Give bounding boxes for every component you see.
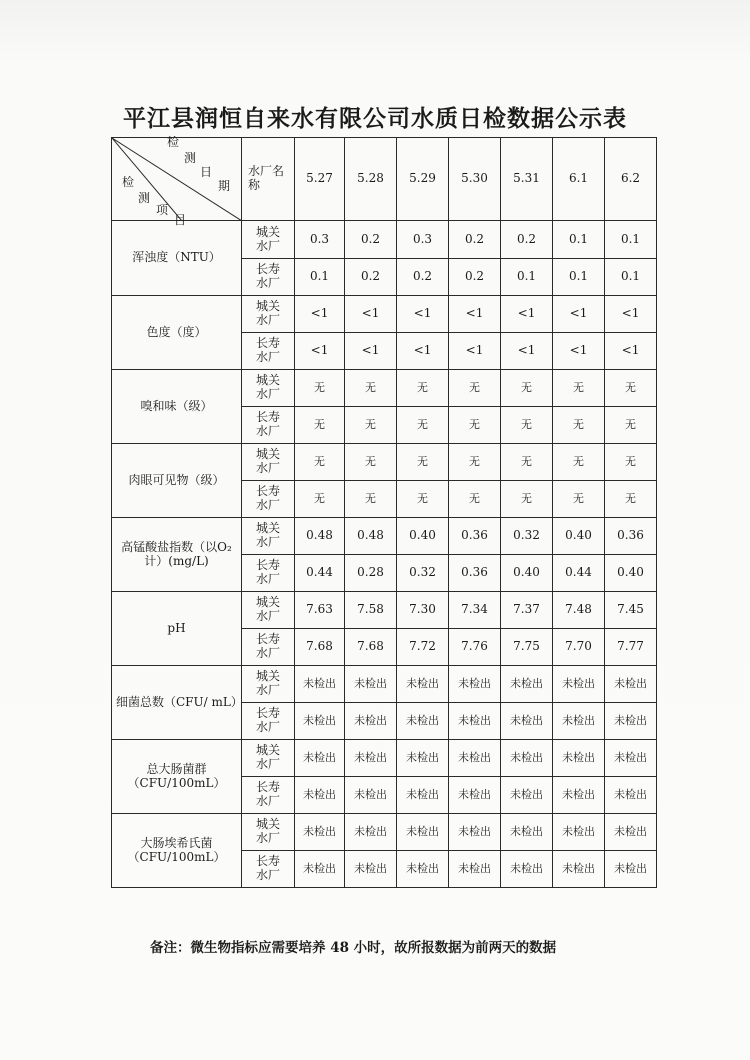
value-cell: 0.2: [449, 221, 501, 259]
value-cell: 未检出: [295, 777, 345, 814]
value-cell: 0.36: [449, 518, 501, 555]
table-row: [112, 296, 657, 333]
value-cell: 未检出: [605, 851, 657, 888]
value-cell: 无: [345, 370, 397, 407]
diagonal-header-cell: [112, 135, 242, 227]
indicator-name: 色度（度）: [112, 296, 242, 370]
value-cell: 无: [295, 481, 345, 518]
value-cell: 无: [345, 407, 397, 444]
value-cell: 0.48: [345, 518, 397, 555]
value-cell: 无: [397, 481, 449, 518]
date-header: 5.30: [449, 138, 501, 221]
value-cell: 未检出: [553, 777, 605, 814]
plant-name: 城关水厂: [242, 740, 295, 777]
value-cell: 无: [605, 481, 657, 518]
indicator-name: 高锰酸盐指数（以O₂计）(mg/L): [112, 518, 242, 592]
indicator-name: pH: [112, 592, 242, 666]
plant-name: 长寿水厂: [242, 259, 295, 296]
plant-name: 城关水厂: [242, 592, 295, 629]
value-cell: 0.1: [605, 259, 657, 296]
date-header: 6.1: [553, 138, 605, 221]
value-cell: 7.45: [605, 592, 657, 629]
value-cell: 0.48: [295, 518, 345, 555]
value-cell: 无: [345, 481, 397, 518]
value-cell: <1: [605, 296, 657, 333]
plant-name: 城关水厂: [242, 814, 295, 851]
value-cell: 0.2: [345, 259, 397, 296]
value-cell: 7.48: [553, 592, 605, 629]
diagonal-label-char: 检: [167, 135, 180, 149]
value-cell: 未检出: [397, 814, 449, 851]
value-cell: 0.40: [553, 518, 605, 555]
value-cell: 7.77: [605, 629, 657, 666]
plant-name: 长寿水厂: [242, 481, 295, 518]
value-cell: 未检出: [553, 851, 605, 888]
value-cell: 7.63: [295, 592, 345, 629]
table-row: [112, 814, 657, 851]
value-cell: 无: [553, 444, 605, 481]
value-cell: 未检出: [295, 703, 345, 740]
value-cell: <1: [605, 333, 657, 370]
plant-name: 长寿水厂: [242, 333, 295, 370]
value-cell: 0.2: [501, 221, 553, 259]
value-cell: 未检出: [605, 777, 657, 814]
table-row: [112, 370, 657, 407]
page-title: 平江县润恒自来水有限公司水质日检数据公示表: [123, 105, 627, 132]
diagonal-label-char: 测: [184, 151, 197, 165]
value-cell: <1: [397, 333, 449, 370]
value-cell: <1: [553, 333, 605, 370]
value-cell: 无: [449, 481, 501, 518]
value-cell: 0.36: [605, 518, 657, 555]
value-cell: 未检出: [345, 703, 397, 740]
value-cell: 未检出: [605, 814, 657, 851]
value-cell: 7.68: [345, 629, 397, 666]
value-cell: 未检出: [553, 814, 605, 851]
value-cell: 未检出: [295, 814, 345, 851]
indicator-name: 细菌总数（CFU/ mL）: [112, 666, 242, 740]
value-cell: 7.68: [295, 629, 345, 666]
value-cell: 未检出: [345, 851, 397, 888]
diagonal-label-char: 期: [218, 179, 231, 193]
value-cell: <1: [501, 333, 553, 370]
value-cell: 未检出: [295, 851, 345, 888]
value-cell: 7.76: [449, 629, 501, 666]
plant-name: 城关水厂: [242, 296, 295, 333]
value-cell: 无: [449, 444, 501, 481]
value-cell: 未检出: [397, 851, 449, 888]
value-cell: 7.30: [397, 592, 449, 629]
diagonal-label-char: 项: [156, 203, 169, 217]
indicator-name: 大肠埃希氏菌（CFU/100mL）: [112, 814, 242, 888]
value-cell: 无: [501, 370, 553, 407]
value-cell: 未检出: [501, 666, 553, 703]
value-cell: 未检出: [345, 777, 397, 814]
value-cell: <1: [449, 333, 501, 370]
value-cell: 0.40: [605, 555, 657, 592]
value-cell: 0.44: [553, 555, 605, 592]
plant-name: 长寿水厂: [242, 629, 295, 666]
value-cell: 未检出: [397, 740, 449, 777]
value-cell: 0.1: [605, 221, 657, 259]
plant-name: 城关水厂: [242, 444, 295, 481]
value-cell: 未检出: [295, 666, 345, 703]
value-cell: 7.58: [345, 592, 397, 629]
value-cell: 未检出: [449, 703, 501, 740]
value-cell: 未检出: [449, 777, 501, 814]
value-cell: <1: [295, 333, 345, 370]
value-cell: 未检出: [553, 666, 605, 703]
value-cell: 未检出: [501, 777, 553, 814]
value-cell: 0.1: [295, 259, 345, 296]
value-cell: 未检出: [501, 703, 553, 740]
plant-name: 长寿水厂: [242, 407, 295, 444]
value-cell: 未检出: [605, 666, 657, 703]
plant-name: 城关水厂: [242, 518, 295, 555]
diagonal-label-char: 检: [122, 175, 135, 189]
value-cell: 0.44: [295, 555, 345, 592]
value-cell: 无: [501, 481, 553, 518]
value-cell: 0.1: [553, 221, 605, 259]
value-cell: 未检出: [605, 703, 657, 740]
value-cell: 7.72: [397, 629, 449, 666]
value-cell: 未检出: [345, 814, 397, 851]
plant-name: 城关水厂: [242, 221, 295, 259]
value-cell: 未检出: [605, 740, 657, 777]
plant-name: 长寿水厂: [242, 703, 295, 740]
value-cell: 未检出: [449, 851, 501, 888]
value-cell: 0.32: [397, 555, 449, 592]
date-header: 6.2: [605, 138, 657, 221]
value-cell: 未检出: [295, 740, 345, 777]
value-cell: 未检出: [501, 851, 553, 888]
value-cell: 无: [449, 370, 501, 407]
value-cell: 0.3: [295, 221, 345, 259]
plant-name: 城关水厂: [242, 370, 295, 407]
value-cell: 7.70: [553, 629, 605, 666]
header-row: [112, 138, 657, 221]
value-cell: 无: [501, 407, 553, 444]
table-row: [112, 740, 657, 777]
value-cell: 0.2: [397, 259, 449, 296]
plant-name: 长寿水厂: [242, 851, 295, 888]
plant-name: 长寿水厂: [242, 777, 295, 814]
value-cell: 未检出: [345, 666, 397, 703]
value-cell: 无: [553, 481, 605, 518]
diagonal-label-char: 日: [200, 165, 213, 179]
value-cell: 无: [295, 370, 345, 407]
value-cell: 0.32: [501, 518, 553, 555]
diagonal-label-char: 目: [174, 213, 187, 227]
value-cell: 未检出: [449, 814, 501, 851]
value-cell: <1: [345, 333, 397, 370]
table-row: [112, 666, 657, 703]
date-header: 5.29: [397, 138, 449, 221]
value-cell: 无: [345, 444, 397, 481]
water-quality-table: [111, 137, 657, 888]
value-cell: 未检出: [397, 666, 449, 703]
value-cell: <1: [295, 296, 345, 333]
value-cell: 未检出: [397, 777, 449, 814]
value-cell: 未检出: [553, 740, 605, 777]
value-cell: 7.34: [449, 592, 501, 629]
value-cell: 0.28: [345, 555, 397, 592]
value-cell: <1: [501, 296, 553, 333]
value-cell: 无: [605, 370, 657, 407]
value-cell: 无: [449, 407, 501, 444]
value-cell: <1: [553, 296, 605, 333]
value-cell: 0.40: [397, 518, 449, 555]
value-cell: <1: [345, 296, 397, 333]
diagonal-label-char: 测: [138, 191, 151, 205]
value-cell: <1: [449, 296, 501, 333]
value-cell: 0.1: [501, 259, 553, 296]
value-cell: 未检出: [449, 740, 501, 777]
date-header: 5.31: [501, 138, 553, 221]
value-cell: 无: [295, 444, 345, 481]
date-header: 5.27: [295, 138, 345, 221]
value-cell: 0.36: [449, 555, 501, 592]
table-row: [112, 444, 657, 481]
value-cell: 0.3: [397, 221, 449, 259]
value-cell: 0.40: [501, 555, 553, 592]
value-cell: 未检出: [501, 740, 553, 777]
value-cell: 未检出: [449, 666, 501, 703]
plant-name-header: 水厂名称: [242, 138, 295, 221]
value-cell: 无: [397, 370, 449, 407]
indicator-name: 嗅和味（级）: [112, 370, 242, 444]
value-cell: 无: [553, 370, 605, 407]
value-cell: 无: [397, 444, 449, 481]
indicator-name: 总大肠菌群（CFU/100mL）: [112, 740, 242, 814]
table-row: [112, 221, 657, 259]
value-cell: 无: [605, 407, 657, 444]
plant-name: 长寿水厂: [242, 555, 295, 592]
value-cell: 7.75: [501, 629, 553, 666]
value-cell: 未检出: [345, 740, 397, 777]
value-cell: 未检出: [397, 703, 449, 740]
value-cell: 0.2: [449, 259, 501, 296]
plant-name: 城关水厂: [242, 666, 295, 703]
value-cell: 无: [501, 444, 553, 481]
value-cell: 0.1: [553, 259, 605, 296]
value-cell: 未检出: [501, 814, 553, 851]
value-cell: 无: [553, 407, 605, 444]
value-cell: 7.37: [501, 592, 553, 629]
date-header: 5.28: [345, 138, 397, 221]
indicator-name: 浑浊度（NTU）: [112, 221, 242, 296]
footnote: 备注：微生物指标应需要培养 48 小时，故所报数据为前两天的数据: [150, 940, 557, 956]
indicator-name: 肉眼可见物（级）: [112, 444, 242, 518]
value-cell: 未检出: [553, 703, 605, 740]
table-row: [112, 592, 657, 629]
value-cell: 无: [397, 407, 449, 444]
value-cell: 0.2: [345, 221, 397, 259]
value-cell: <1: [397, 296, 449, 333]
table-row: [112, 518, 657, 555]
value-cell: 无: [295, 407, 345, 444]
value-cell: 无: [605, 444, 657, 481]
